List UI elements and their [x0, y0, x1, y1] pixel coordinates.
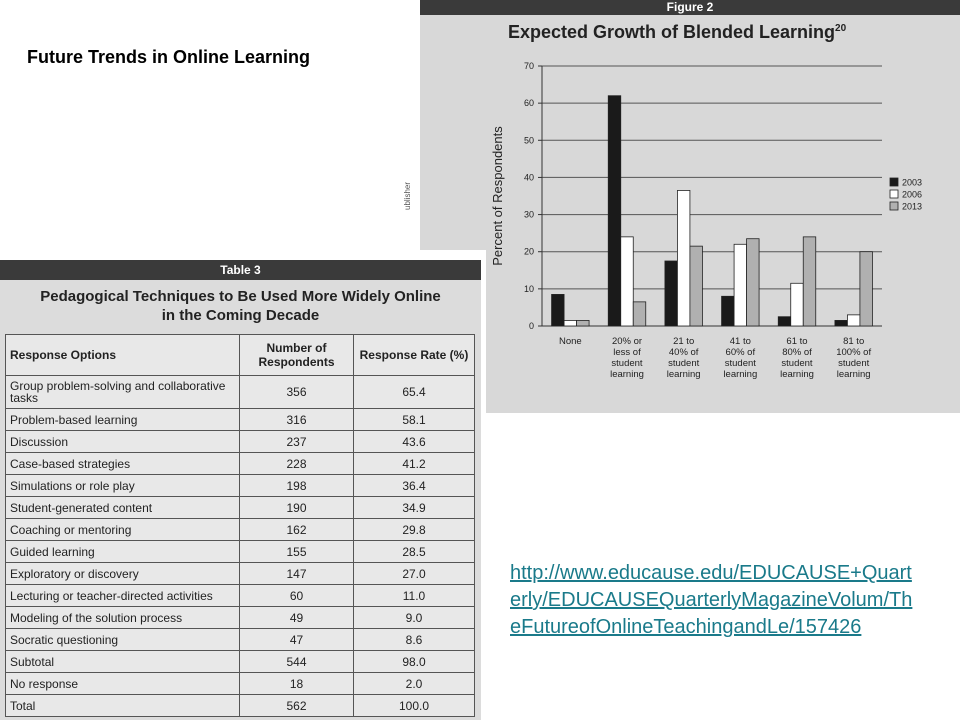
cell-number: 162 — [240, 519, 354, 541]
cell-number: 147 — [240, 563, 354, 585]
legend-swatch-2013 — [890, 202, 898, 210]
chart-svg — [486, 48, 960, 413]
x-tick-label: student — [781, 358, 813, 369]
cell-rate: 41.2 — [354, 453, 475, 475]
table-header: Table 3 — [0, 260, 481, 280]
legend-label: 2006 — [902, 189, 923, 200]
x-tick-label: 60% of — [725, 347, 756, 358]
table-header-row — [6, 335, 475, 376]
x-tick-label: learning — [780, 369, 814, 380]
x-tick-label: 20% or — [611, 336, 643, 347]
bar-2013 — [690, 246, 703, 326]
cell-number: 544 — [240, 651, 354, 673]
x-tick-label: learning — [723, 369, 758, 380]
x-tick-label: 81 to — [843, 336, 865, 347]
table-row — [6, 629, 475, 651]
x-tick-label: student — [838, 358, 870, 369]
bar-2013 — [633, 302, 646, 326]
cell-option: No response — [6, 673, 240, 695]
table-title-line1: Pedagogical Techniques to Be Used More Widely Online — [40, 288, 441, 305]
table-row — [6, 651, 475, 673]
bar-2006 — [734, 244, 747, 326]
cell-number: 228 — [240, 453, 354, 475]
cell-option: Guided learning — [6, 541, 240, 563]
x-tick-label: 40% of — [668, 347, 699, 358]
x-tick-label: student — [668, 358, 700, 369]
cell-rate: 34.9 — [354, 497, 475, 519]
cell-rate: 28.5 — [354, 541, 475, 563]
cell-option: Group problem-solving and collaborative tasks — [6, 376, 240, 409]
bar-2013 — [747, 239, 760, 326]
cell-rate: 27.0 — [354, 563, 475, 585]
bar-2003 — [665, 261, 678, 326]
slide-title: Future Trends in Online Learning — [27, 47, 311, 67]
cell-option: Exploratory or discovery — [6, 563, 240, 585]
cell-number: 60 — [240, 585, 354, 607]
cell-rate: 36.4 — [354, 475, 475, 497]
y-tick-label: 40 — [523, 172, 534, 183]
table-row — [6, 431, 475, 453]
bar-2006 — [677, 190, 690, 326]
table-row — [6, 519, 475, 541]
y-tick-label: 30 — [523, 209, 534, 220]
y-tick-label: 70 — [523, 61, 534, 71]
bar-2003 — [835, 320, 848, 326]
cell-option: Problem-based learning — [6, 409, 240, 431]
bar-2013 — [577, 320, 590, 326]
bar-2006 — [791, 283, 804, 326]
x-tick-label: student — [611, 358, 643, 369]
table-row — [6, 497, 475, 519]
cell-number: 155 — [240, 541, 354, 563]
cell-rate: 9.0 — [354, 607, 475, 629]
cell-rate: 8.6 — [354, 629, 475, 651]
table-panel — [0, 260, 481, 720]
legend-swatch-2003 — [890, 178, 898, 186]
table-row — [6, 541, 475, 563]
cell-number: 562 — [240, 695, 354, 717]
table-row — [6, 563, 475, 585]
bar-2013 — [803, 237, 816, 326]
bar-2003 — [778, 317, 791, 326]
cell-rate: 98.0 — [354, 651, 475, 673]
data-table — [5, 334, 475, 717]
cell-option: Student-generated content — [6, 497, 240, 519]
bar-2003 — [608, 96, 621, 326]
cell-number: 190 — [240, 497, 354, 519]
cell-option: Coaching or mentoring — [6, 519, 240, 541]
x-tick-label: 100% of — [836, 347, 872, 358]
table-row — [6, 453, 475, 475]
table-row — [6, 695, 475, 717]
y-tick-label: 10 — [523, 283, 534, 294]
bar-2006 — [621, 237, 634, 326]
y-tick-label: 20 — [523, 246, 534, 257]
cell-rate: 43.6 — [354, 431, 475, 453]
cell-rate: 100.0 — [354, 695, 475, 717]
bar-2006 — [847, 315, 860, 326]
x-tick-label: None — [558, 336, 582, 347]
x-tick-label: student — [724, 358, 756, 369]
cell-option: Socratic questioning — [6, 629, 240, 651]
x-tick-label: learning — [610, 369, 644, 380]
cell-option: Total — [6, 695, 240, 717]
cell-option: Simulations or role play — [6, 475, 240, 497]
figure-header: Figure 2 — [420, 0, 960, 15]
x-tick-label: less of — [613, 347, 641, 358]
cell-number: 198 — [240, 475, 354, 497]
figure-title-superscript: 20 — [835, 23, 847, 34]
cell-rate: 58.1 — [354, 409, 475, 431]
legend-label: 2003 — [902, 177, 923, 188]
column-header-rate: Response Rate (%) — [354, 335, 475, 376]
cell-rate: 2.0 — [354, 673, 475, 695]
table-title-line2: in the Coming Decade — [161, 307, 320, 324]
table-row — [6, 409, 475, 431]
bar-2003 — [552, 294, 565, 326]
x-tick-label: learning — [666, 369, 701, 380]
cell-rate: 65.4 — [354, 376, 475, 409]
plot-area — [542, 66, 882, 326]
figure-title — [508, 22, 846, 43]
source-link[interactable]: http://www.educause.edu/EDUCAUSE+Quarterly/EDUCAUSEQuarterlyMagazineVolum/TheFutureofOnlineTeachingandLe/157426 — [510, 562, 913, 638]
table-row — [6, 673, 475, 695]
table-body — [6, 376, 475, 717]
cell-number: 316 — [240, 409, 354, 431]
cell-option: Lecturing or teacher-directed activities — [6, 585, 240, 607]
cell-option: Subtotal — [6, 651, 240, 673]
bar-2006 — [564, 320, 577, 326]
cell-number: 18 — [240, 673, 354, 695]
cell-number: 47 — [240, 629, 354, 651]
cell-option: Discussion — [6, 431, 240, 453]
bar-2003 — [722, 296, 735, 326]
cell-number: 356 — [240, 376, 354, 409]
publisher-side-text: ublisher — [403, 181, 412, 210]
cell-option: Case-based strategies — [6, 453, 240, 475]
x-tick-label: 41 to — [729, 336, 751, 347]
figure-title-text: Expected Growth of Blended Learning — [508, 22, 836, 42]
y-axis-label: Percent of Respondents — [490, 126, 505, 266]
y-tick-label: 50 — [523, 135, 534, 146]
column-header-number: Number of Respondents — [240, 335, 354, 376]
column-header-options: Response Options — [6, 335, 240, 376]
table-title — [0, 287, 481, 325]
table-row — [6, 475, 475, 497]
cell-rate: 29.8 — [354, 519, 475, 541]
bar-2013 — [860, 252, 873, 326]
cell-number: 49 — [240, 607, 354, 629]
y-tick-label: 0 — [528, 321, 534, 331]
cell-rate: 11.0 — [354, 585, 475, 607]
table-row — [6, 585, 475, 607]
x-tick-label: 80% of — [782, 347, 812, 358]
cell-number: 237 — [240, 431, 354, 453]
legend-swatch-2006 — [890, 190, 898, 198]
x-tick-label: 21 to — [673, 336, 695, 347]
table-row — [6, 376, 475, 409]
bar-chart — [486, 48, 960, 413]
table-row — [6, 607, 475, 629]
x-tick-label: 61 to — [786, 336, 808, 347]
legend-label: 2013 — [902, 201, 923, 212]
y-tick-label: 60 — [523, 98, 534, 109]
cell-option: Modeling of the solution process — [6, 607, 240, 629]
x-tick-label: learning — [836, 369, 871, 380]
